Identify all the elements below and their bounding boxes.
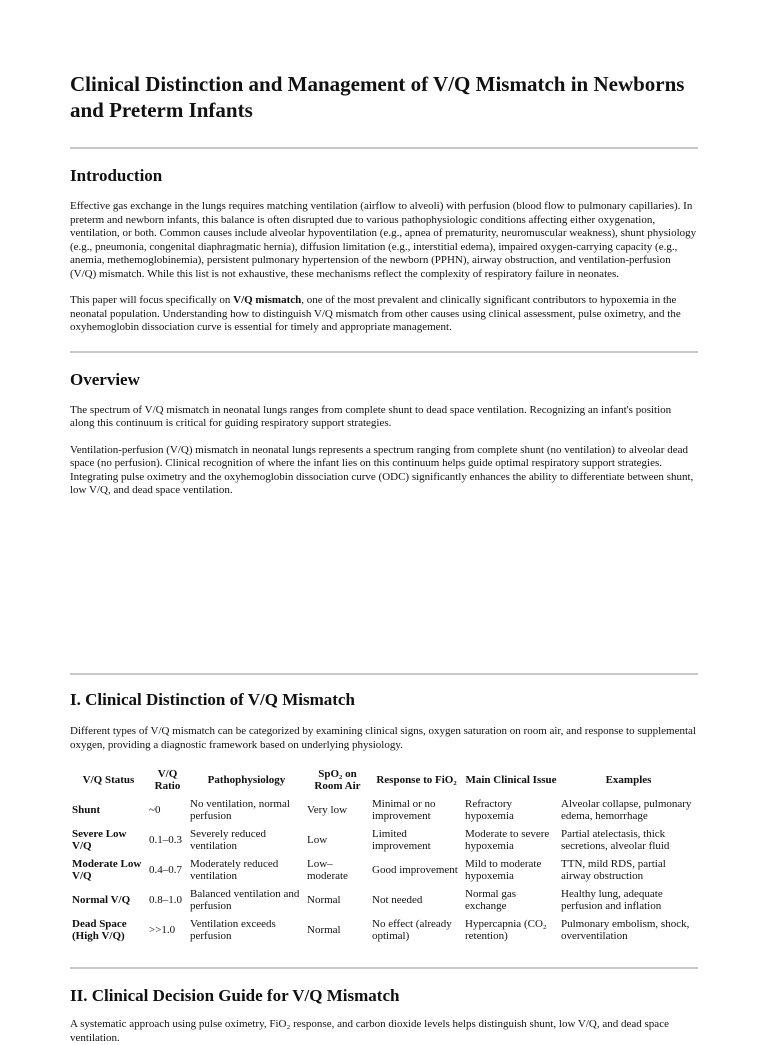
vq-mismatch-table: [70, 765, 698, 945]
table-cell: Severely reduced ventilation: [190, 827, 267, 852]
table-cell: Good improvement: [372, 863, 458, 876]
column-header: Main Clinical Issue: [465, 773, 557, 786]
table-header-row: [70, 765, 698, 795]
table-cell: Hypercapnia (CO₂ retention): [465, 917, 547, 942]
table-cell: Normal gas exchange: [465, 887, 517, 912]
table-cell: Shunt: [72, 803, 101, 816]
section-divider: [70, 673, 698, 675]
table-cell: >>1.0: [149, 923, 176, 936]
table-cell: Healthy lung, adequate perfusion and inflation: [561, 887, 663, 912]
table-cell: 0.4–0.7: [149, 863, 182, 876]
table-cell: Refractory hypoxemia: [465, 797, 514, 822]
section-1-intro: Different types of V/Q mismatch can be categorized by examining clinical signs, oxygen saturation on room air, and response to supplemental oxygen, providing a diagnostic framework based on underlying physiology.: [70, 725, 696, 751]
table-cell: TTN, mild RDS, partial airway obstruction: [561, 857, 666, 882]
table-cell: Partial atelectasis, thick secretions, alveolar fluid: [561, 827, 670, 852]
table-cell: Alveolar collapse, pulmonary edema, hemorrhage: [561, 797, 692, 822]
overview-heading: Overview: [70, 369, 140, 389]
table-cell: ~0: [149, 803, 161, 816]
table-cell: Low–moderate: [307, 857, 348, 882]
table-cell: 0.1–0.3: [149, 833, 182, 846]
table-cell: Mild to moderate hypoxemia: [465, 857, 542, 882]
document-content: [70, 0, 698, 1044]
intro-p2-emphasis: V/Q mismatch: [233, 294, 302, 306]
intro-p2-text-before: This paper will focus specifically on: [70, 294, 234, 306]
table-cell: Minimal or no improvement: [372, 797, 436, 822]
introduction-heading: Introduction: [70, 166, 163, 185]
table-cell: Severe Low V/Q: [72, 827, 127, 852]
column-header: Response to FiO₂: [376, 773, 457, 786]
table-cell: Normal: [307, 923, 341, 936]
section-1-heading: I. Clinical Distinction of V/Q Mismatch: [70, 690, 355, 709]
table-cell: Moderate to severe hypoxemia: [465, 827, 550, 852]
table-cell: Normal: [307, 893, 341, 906]
section-divider: [70, 967, 698, 969]
table-row: [70, 885, 698, 915]
column-header: Pathophysiology: [207, 773, 286, 786]
section-divider: [70, 351, 698, 353]
column-header: SpO₂ on Room Air: [314, 767, 361, 792]
table-cell: No effect (already optimal): [372, 917, 452, 942]
table-cell: Limited improvement: [372, 827, 431, 852]
column-header: Examples: [605, 773, 652, 786]
table-cell: Pulmonary embolism, shock, overventilation: [561, 917, 690, 942]
overview-paragraph-2: Ventilation-perfusion (V/Q) mismatch in neonatal lungs represents a spectrum ranging from complete shunt (no ventilation) to alveolar dead space (no perfusion). Clinical recognition of where the infant lies on this continuum helps guide optimal respiratory support strategies. Integrating pulse oximetry and the oxyhemoglobin dissociation curve (ODC) significantly enhances the ability to differentiate between shunt, low V/Q, and dead space ventilation.: [70, 443, 694, 496]
table-row: [70, 795, 698, 825]
table-cell: Normal V/Q: [72, 893, 131, 906]
table-row: [70, 825, 698, 855]
table-cell: Dead Space (High V/Q): [72, 917, 127, 942]
introduction-paragraph-2: [70, 294, 698, 335]
section-divider: [70, 147, 698, 149]
column-header: V/Q Status: [82, 773, 135, 786]
introduction-paragraph-1: Effective gas exchange in the lungs requires matching ventilation (airflow to alveoli) with perfusion (blood flow to pulmonary capillaries). In preterm and newborn infants, this balance is often disrupted due to various pathophysiologic conditions affecting either oxygenation, ventilation, or both. Common causes include alveolar hypoventilation (e.g., apnea of prematurity, neuromuscular weakness), shunt physiology (e.g., pneumonia, congenital diaphragmatic hernia), diffusion limitation (e.g., interstitial edema), impaired oxygen-carrying capacity (e.g., anemia, methemoglobinemia), persistent pulmonary hypertension of the newborn (PPHN), airway obstruction, and ventilation-perfusion (V/Q) mismatch. While this list is not exhaustive, these mechanisms reflect the complexity of respiratory failure in neonates.: [70, 200, 697, 280]
section-2-intro: A systematic approach using pulse oximetry, FiO₂ response, and carbon dioxide levels helps distinguish shunt, low V/Q, and dead space ventilation.: [70, 1018, 669, 1044]
column-header: V/Q Ratio: [154, 767, 181, 792]
table-cell: Not needed: [372, 893, 423, 906]
table-cell: Very low: [307, 803, 348, 816]
overview-paragraph-1: The spectrum of V/Q mismatch in neonatal lungs ranges from complete shunt to dead space ventilation. Recognizing an infant's position along this continuum is critical for guiding respiratory support strategies.: [70, 403, 672, 429]
table-cell: Low: [307, 833, 328, 846]
table-row: [70, 855, 698, 885]
section-2-heading: II. Clinical Decision Guide for V/Q Mismatch: [70, 986, 400, 1005]
intro-p2-text-after: , one of the most prevalent and clinically significant contributors to hypoxemia in the neonatal population. Understanding how to distinguish V/Q mismatch from other causes using clinical assessment, pulse oximetry, and the oxyhemoglobin dissociation curve is essential for timely and appropriate management.: [70, 294, 681, 333]
table-row: [70, 915, 698, 945]
table-cell: 0.8–1.0: [149, 893, 182, 906]
paper-title: Clinical Distinction and Management of V/Q Mismatch in Newborns and Preterm Infants: [70, 72, 685, 122]
table-cell: Moderately reduced ventilation: [190, 857, 279, 882]
table-cell: Balanced ventilation and perfusion: [190, 887, 300, 912]
table-cell: No ventilation, normal perfusion: [190, 797, 290, 822]
table-cell: Moderate Low V/Q: [72, 857, 142, 882]
table-cell: Ventilation exceeds perfusion: [190, 917, 276, 942]
